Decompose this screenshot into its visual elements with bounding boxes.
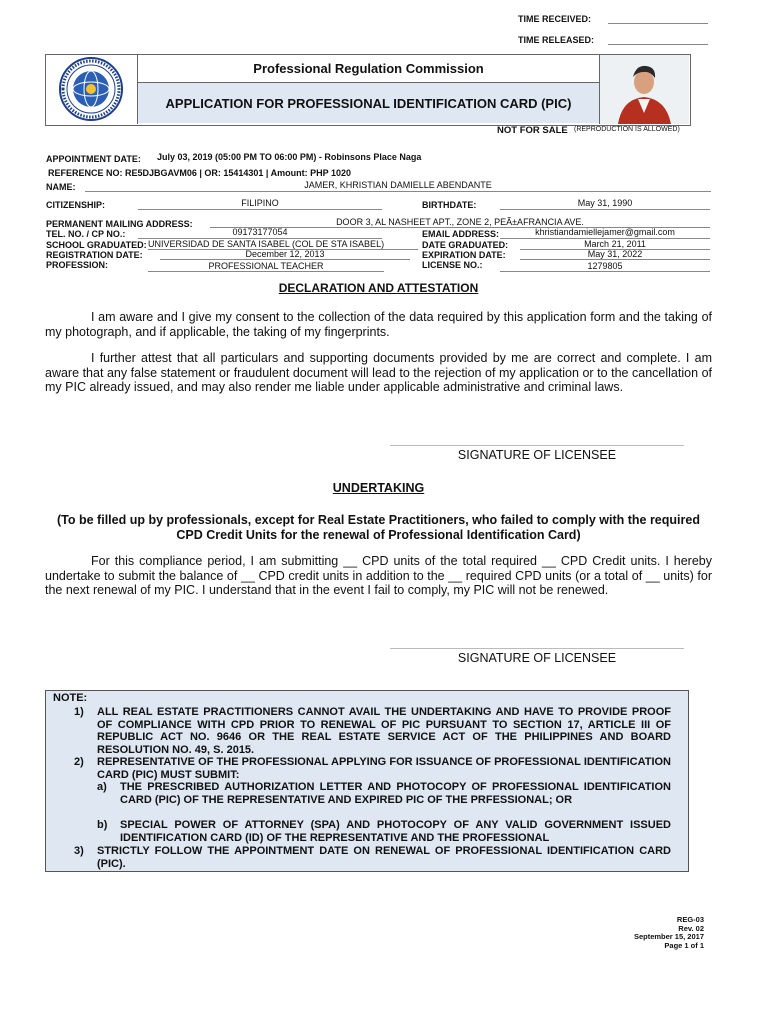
form-code: REG-03 xyxy=(676,915,704,924)
date-graduated-field[interactable]: March 21, 2011 xyxy=(584,239,646,249)
declaration-paragraph-1: I am aware and I give my consent to the collection of the data required by this application form and the taking of my photograph, and if applicable, the taking of my fingerprints. xyxy=(45,310,712,339)
expiration-date-underline xyxy=(520,259,710,260)
note-item-2a-text: THE PRESCRIBED AUTHORIZATION LETTER AND PHOTOCOPY OF PROFESSIONAL IDENTIFICATION CARD (PIC) OF THE REPRESENTATIVE AND EXPIRED PIC OF THE PRFESSIONAL; OR xyxy=(120,781,671,806)
birthdate-underline xyxy=(500,209,710,210)
prc-seal-logo xyxy=(49,56,133,122)
time-released-line[interactable] xyxy=(608,44,708,45)
name-label: NAME: xyxy=(46,182,76,192)
registration-date-underline xyxy=(160,259,410,260)
not-for-sale: NOT FOR SALE xyxy=(497,125,568,136)
citizenship-label: CITIZENSHIP: xyxy=(46,200,106,210)
signature-label-2: SIGNATURE OF LICENSEE xyxy=(457,651,617,665)
form-title: APPLICATION FOR PROFESSIONAL IDENTIFICATION CARD (PIC) xyxy=(138,83,599,123)
license-field[interactable]: 1279805 xyxy=(587,261,623,271)
registration-date-label: REGISTRATION DATE: xyxy=(46,250,143,260)
undertaking-paragraph: For this compliance period, I am submitting __ CPD units of the total required __ CPD Credit units. I hereby undertake to submit the balance of __ CPD credit units in addition to the __ required CPD units (or a total of __ units) for the next renewal of my PIC. I understand that in the event I fail to comply, my PIC will not be renewed. xyxy=(45,554,712,597)
note-label: NOTE: xyxy=(53,692,88,704)
name-underline xyxy=(85,191,711,192)
email-label: EMAIL ADDRESS: xyxy=(422,229,500,239)
signature-line-1[interactable] xyxy=(390,445,684,446)
citizenship-underline xyxy=(138,209,382,210)
license-label: LICENSE NO.: xyxy=(422,260,483,270)
note-item-1-number: 1) xyxy=(74,706,84,718)
note-item-1-text: ALL REAL ESTATE PRACTITIONERS CANNOT AVAIL THE UNDERTAKING AND HAVE TO PROVIDE PROOF OF COMPLIANCE WITH CPD PRIOR TO RENEWAL OF PIC PURSUANT TO SECTION 17, ARTICLE III OF REPUBLIC ACT NO. 9646 OR THE REAL ESTATE SERVICE ACT OF THE PHILIPPINES AND BOARD RESOLUTION NO. 49, S. 2015. xyxy=(97,706,671,756)
time-received-line[interactable] xyxy=(608,23,708,24)
note-item-2b-letter: b) xyxy=(97,819,108,831)
reproduction-note: (REPRODUCTION IS ALLOWED) xyxy=(574,126,680,133)
declaration-paragraph-2: I further attest that all particulars and supporting documents provided by me are correct and complete. I am aware that any false statement or fraudulent document will lead to the rejection of my application or to the cancellation of my PIC already issued, and may also render me liable under applicable administrative and criminal laws. xyxy=(45,351,712,394)
expiration-date-label: EXPIRATION DATE: xyxy=(422,250,506,260)
tel-field[interactable]: 09173177054 xyxy=(232,227,288,237)
address-label: PERMANENT MAILING ADDRESS: xyxy=(46,219,193,229)
note-item-2b-text: SPECIAL POWER OF ATTORNEY (SPA) AND PHOTOCOPY OF ANY VALID GOVERNMENT ISSUED IDENTIFICATION CARD (ID) OF THE REPRESENTATIVE AND THE PROFESSIONAL xyxy=(120,819,671,844)
org-name: Professional Regulation Commission xyxy=(138,55,599,83)
note-item-3-number: 3) xyxy=(74,845,84,857)
form-revision-date: September 15, 2017 xyxy=(633,932,704,941)
form-revision: Rev. 02 xyxy=(678,923,704,933)
email-field[interactable]: khristiandamiellejamer@gmail.com xyxy=(535,227,675,237)
form-footer xyxy=(634,916,704,950)
page-number: Page 1 of 1 xyxy=(664,940,704,950)
undertaking-subtitle: (To be filled up by professionals, except for Real Estate Practitioners, who failed to comply with the required CPD Credit Units for the renewal of Professional Identification Card) xyxy=(57,513,700,542)
tel-label: TEL. NO. / CP NO.: xyxy=(46,229,126,239)
time-released-label: TIME RELEASED: xyxy=(518,35,595,45)
signature-label-1: SIGNATURE OF LICENSEE xyxy=(457,448,617,462)
appointment-date-value: July 03, 2019 (05:00 PM TO 06:00 PM) - Robinsons Place Naga xyxy=(157,152,422,162)
appointment-date-label: APPOINTMENT DATE: xyxy=(46,154,141,164)
note-item-2-text: REPRESENTATIVE OF THE PROFESSIONAL APPLYING FOR ISSUANCE OF PROFESSIONAL IDENTIFICATION CARD (PIC) MUST SUBMIT: xyxy=(97,756,671,781)
address-field[interactable]: DOOR 3, AL NASHEET APT., ZONE 2, PEÃ±AFRANCIA AVE. xyxy=(336,217,584,227)
school-field[interactable]: UNIVERSIDAD DE SANTA ISABEL (COL DE STA ISABEL) xyxy=(148,239,385,249)
signature-line-2[interactable] xyxy=(390,648,684,649)
note-item-2-number: 2) xyxy=(74,756,84,768)
profession-field[interactable]: PROFESSIONAL TEACHER xyxy=(208,261,324,271)
license-underline xyxy=(500,271,710,272)
profession-label: PROFESSION: xyxy=(46,260,109,270)
birthdate-label: BIRTHDATE: xyxy=(422,200,477,210)
school-label: SCHOOL GRADUATED: xyxy=(46,240,147,250)
undertaking-title: UNDERTAKING xyxy=(332,481,425,495)
registration-date-field[interactable]: December 12, 2013 xyxy=(245,249,325,259)
expiration-date-field[interactable]: May 31, 2022 xyxy=(587,249,643,259)
birthdate-field[interactable]: May 31, 1990 xyxy=(577,198,633,208)
note-item-3-text: STRICTLY FOLLOW THE APPOINTMENT DATE ON RENEWAL OF PROFESSIONAL IDENTIFICATION CARD (PIC). xyxy=(97,845,671,870)
citizenship-field[interactable]: FILIPINO xyxy=(241,198,279,208)
profession-underline xyxy=(148,271,384,272)
declaration-title: DECLARATION AND ATTESTATION xyxy=(278,281,479,295)
reference-line: REFERENCE NO: RE5DJBGAVM06 | OR: 15414301 | Amount: PHP 1020 xyxy=(48,168,351,178)
name-field[interactable]: JAMER, KHRISTIAN DAMIELLE ABENDANTE xyxy=(304,180,492,190)
note-item-2a-letter: a) xyxy=(97,781,107,793)
applicant-photo xyxy=(600,55,689,124)
time-received-label: TIME RECEIVED: xyxy=(518,14,592,24)
date-graduated-label: DATE GRADUATED: xyxy=(422,240,509,250)
